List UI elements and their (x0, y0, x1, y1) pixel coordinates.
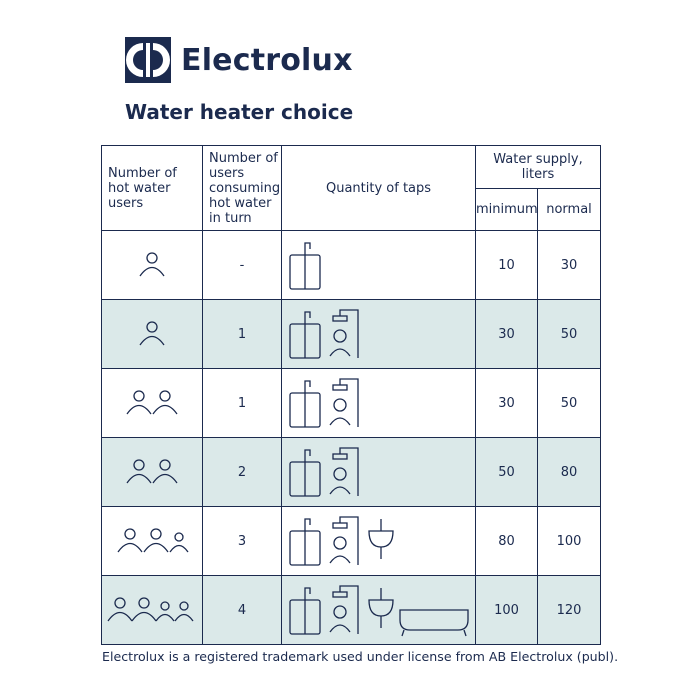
table-row (102, 369, 601, 438)
normal-cell: 50 (538, 369, 601, 438)
table-row (102, 576, 601, 645)
sink-icon (290, 243, 320, 289)
shower-icon (330, 310, 358, 358)
shower-icon (330, 379, 358, 427)
header-turn: Number of users consuming hot water in turn (203, 146, 282, 231)
table-header-row (102, 146, 601, 189)
taps-cell (282, 369, 476, 438)
person-icon (156, 602, 174, 621)
turn-cell: 3 (203, 507, 282, 576)
sink-icon (290, 519, 320, 565)
normal-cell: 80 (538, 438, 601, 507)
person-icon (153, 460, 177, 483)
minimum-cell: 50 (476, 438, 538, 507)
table-row (102, 231, 601, 300)
shower-icon (330, 448, 358, 496)
normal-cell: 50 (538, 300, 601, 369)
users-cell (102, 576, 203, 645)
normal-cell: 30 (538, 231, 601, 300)
minimum-cell: 80 (476, 507, 538, 576)
table-row (102, 438, 601, 507)
person-icon (175, 602, 193, 621)
brand-name: Electrolux (181, 42, 353, 78)
sink-icon (290, 381, 320, 427)
minimum-cell: 10 (476, 231, 538, 300)
person-icon (132, 598, 156, 621)
minimum-cell: 30 (476, 300, 538, 369)
washbasin-icon (369, 588, 393, 628)
header-normal: normal (538, 189, 601, 231)
person-icon (144, 529, 168, 552)
footer-note: Electrolux is a registered trademark used under license from AB Electrolux (publ). (102, 649, 619, 664)
person-icon (140, 253, 164, 276)
taps-cell (282, 438, 476, 507)
shower-icon (330, 586, 358, 634)
sink-icon (290, 312, 320, 358)
minimum-cell: 30 (476, 369, 538, 438)
person-icon (118, 529, 142, 552)
header-supply: Water supply, liters (476, 146, 601, 189)
person-icon (153, 391, 177, 414)
person-icon (127, 460, 151, 483)
taps-cell (282, 507, 476, 576)
washbasin-icon (369, 519, 393, 559)
users-cell (102, 300, 203, 369)
users-cell (102, 438, 203, 507)
taps-cell (282, 300, 476, 369)
bathtub-icon (400, 610, 468, 636)
turn-cell: 2 (203, 438, 282, 507)
water-heater-table (101, 145, 601, 645)
users-cell (102, 369, 203, 438)
table-row (102, 507, 601, 576)
person-icon (170, 533, 188, 552)
minimum-cell: 100 (476, 576, 538, 645)
sink-icon (290, 450, 320, 496)
turn-cell: 1 (203, 369, 282, 438)
electrolux-logo-icon (125, 37, 171, 83)
header-users: Number of hot water users (102, 146, 203, 231)
turn-cell: 4 (203, 576, 282, 645)
taps-cell (282, 231, 476, 300)
sink-icon (290, 588, 320, 634)
users-cell (102, 507, 203, 576)
shower-icon (330, 517, 358, 565)
normal-cell: 100 (538, 507, 601, 576)
header-taps: Quantity of taps (282, 146, 476, 231)
turn-cell: - (203, 231, 282, 300)
table-row (102, 300, 601, 369)
users-cell (102, 231, 203, 300)
brand-logo (125, 37, 353, 83)
page-title: Water heater choice (125, 100, 354, 124)
normal-cell: 120 (538, 576, 601, 645)
taps-cell (282, 576, 476, 645)
person-icon (140, 322, 164, 345)
person-icon (108, 598, 132, 621)
header-minimum: minimum (476, 189, 538, 231)
person-icon (127, 391, 151, 414)
turn-cell: 1 (203, 300, 282, 369)
